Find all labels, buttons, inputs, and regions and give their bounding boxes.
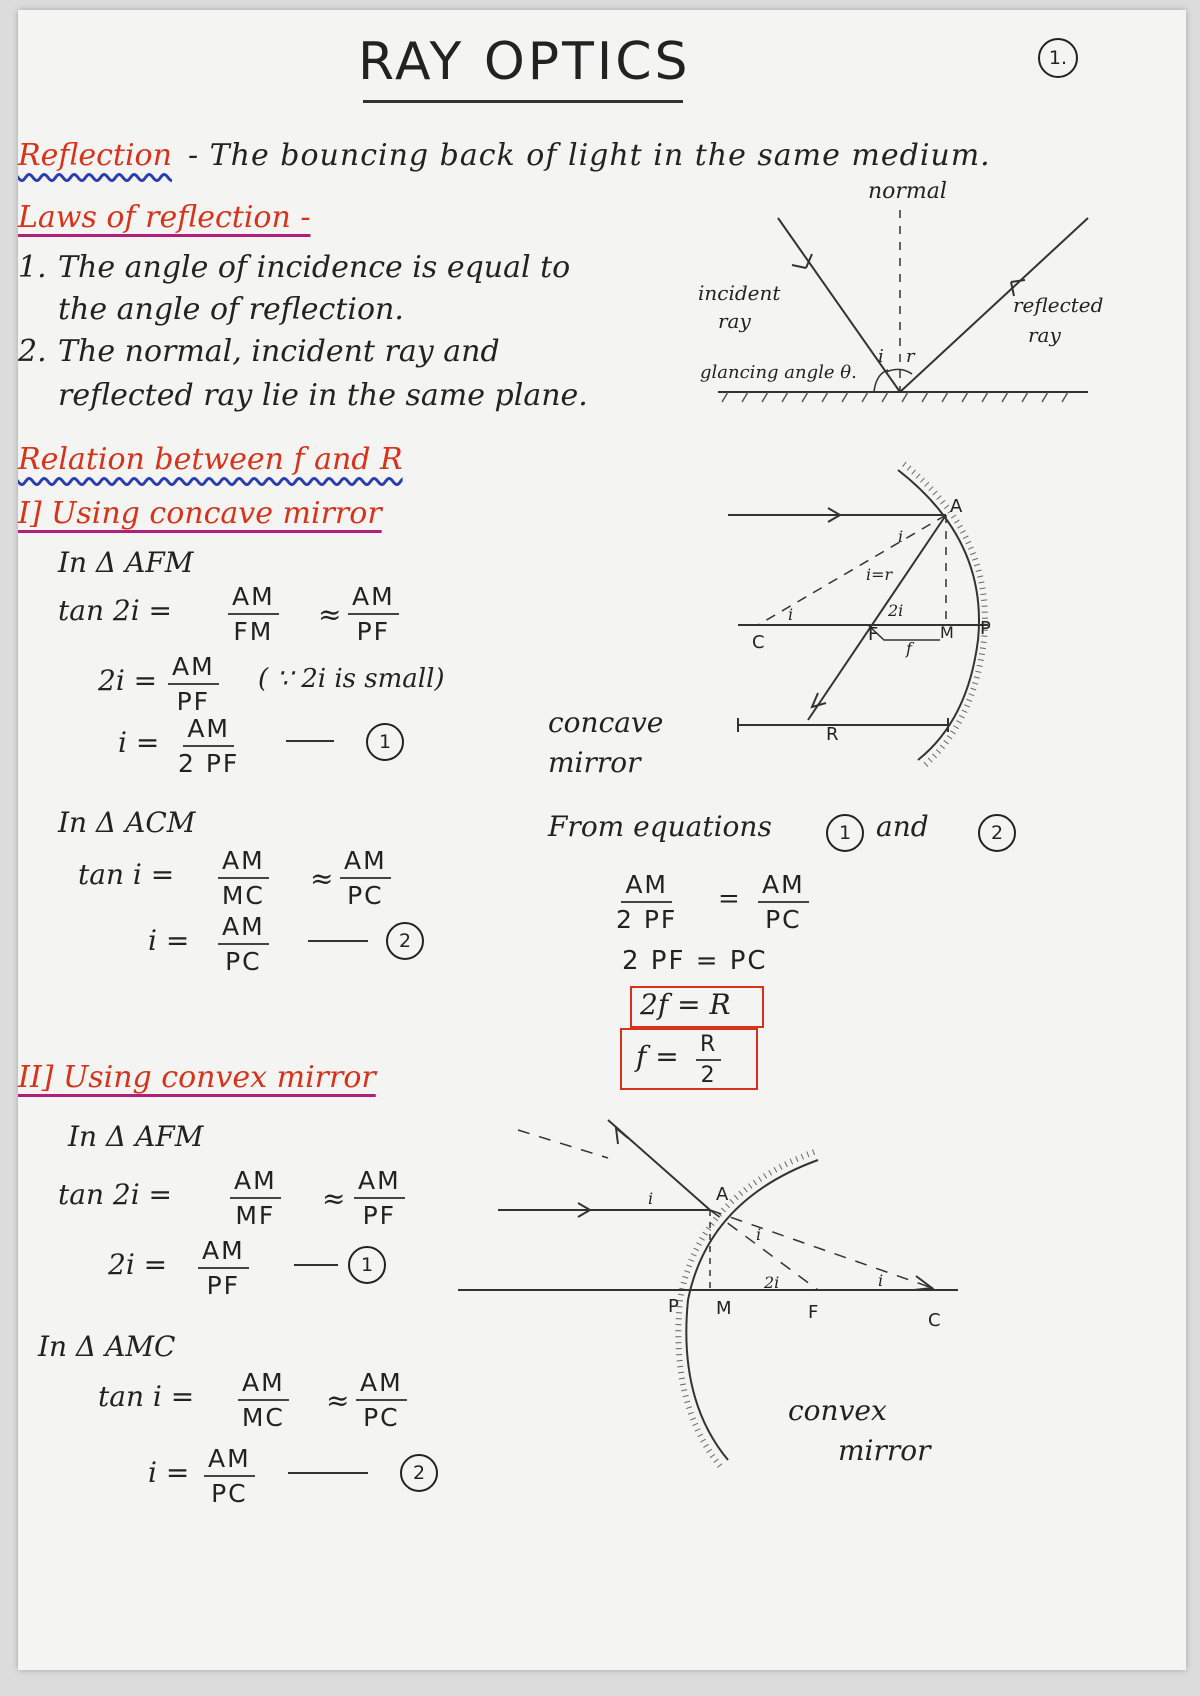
result-2f-r: 2f = R — [640, 988, 731, 1021]
i-eq-concave: i = — [118, 726, 160, 759]
frac-den: 2 — [700, 1063, 717, 1088]
point-p-label: P — [980, 618, 991, 639]
convex-mirror-diagram — [458, 1100, 998, 1480]
angle-i-left-label: i — [648, 1189, 654, 1208]
angle-2i-label: 2i — [888, 601, 904, 620]
result-box-1 — [630, 986, 764, 1028]
frac-den: PC — [211, 1479, 248, 1508]
approx-sign: ≈ — [322, 1182, 346, 1215]
result-box-2 — [620, 1028, 758, 1090]
frac-den: 2 PF — [178, 749, 240, 778]
glancing-angle-label: glancing angle θ. — [700, 362, 857, 383]
frac-num: AM — [230, 1166, 281, 1199]
fraction-am-pc-convex — [356, 1368, 407, 1432]
frac-num: AM — [218, 912, 269, 945]
page-number-text: 1. — [1048, 47, 1068, 69]
equation-dash — [288, 1472, 368, 1474]
frac-num: R — [696, 1032, 721, 1061]
reflection-term: Reflection — [18, 138, 172, 173]
ref-eq-2 — [978, 814, 1016, 852]
fraction-r-over-2 — [696, 1032, 721, 1088]
frac-den: PF — [206, 1271, 241, 1300]
point-c-label: C — [928, 1310, 941, 1331]
tan-i-label-convex: tan i = — [98, 1380, 195, 1413]
angle-r-label: r — [906, 346, 915, 367]
fraction-am-2pf — [178, 714, 239, 778]
fraction-am-pc-result — [758, 870, 809, 934]
fraction-am-pf-convex — [354, 1166, 405, 1230]
frac-den: PC — [765, 905, 802, 934]
point-m-label: M — [716, 1298, 732, 1319]
frac-num: AM — [340, 846, 391, 879]
frac-den: PC — [363, 1403, 400, 1432]
concave-label-2: mirror — [548, 746, 641, 779]
convex-eq-2-marker — [400, 1454, 438, 1492]
reflected-label-1: reflected — [1013, 293, 1104, 317]
convex-eq-1-marker — [348, 1246, 386, 1284]
fraction-am-mc-convex — [238, 1368, 289, 1432]
law-1-number: 1. — [18, 250, 47, 285]
angle-i-label: i — [878, 346, 884, 367]
angle-i-center-label: i — [788, 605, 794, 624]
equation-dash — [294, 1264, 338, 1266]
frac-den: PC — [225, 947, 262, 976]
frac-num: AM — [218, 846, 269, 879]
radius-label: R — [826, 724, 839, 745]
frac-num: AM — [228, 582, 279, 615]
ref-eq-1 — [826, 814, 864, 852]
law-1-line-2: the angle of reflection. — [58, 292, 404, 327]
frac-num: AM — [356, 1368, 407, 1401]
reflection-diagram — [678, 170, 1104, 420]
frac-den: PF — [356, 617, 391, 646]
convex-heading: II] Using convex mirror — [18, 1060, 376, 1095]
two-i-eq-concave: 2i = — [98, 664, 158, 697]
page-number — [1038, 38, 1078, 78]
frac-den: MC — [241, 1403, 285, 1432]
law-2-line-1: The normal, incident ray and — [58, 334, 500, 369]
tan-2i-label-convex: tan 2i = — [58, 1178, 173, 1211]
fraction-am-pc — [340, 846, 391, 910]
i-eq-convex: i = — [148, 1456, 190, 1489]
in-afm-concave: In Δ AFM — [58, 546, 194, 579]
reflected-label-2: ray — [1028, 323, 1061, 347]
frac-num: AM — [198, 1236, 249, 1269]
law-1-line-1: The angle of incidence is equal to — [58, 250, 571, 285]
point-a-label: A — [950, 496, 963, 517]
eq-number: 1 — [360, 1254, 374, 1276]
equation-dash — [286, 740, 334, 742]
eq-number: 1 — [378, 731, 392, 753]
convex-label-1: convex — [788, 1394, 887, 1427]
in-amc: In Δ AMC — [38, 1330, 176, 1363]
relation-heading: Relation between f and R — [18, 442, 403, 477]
eq-number: 1 — [838, 822, 852, 844]
fraction-am-pc-convex-2 — [204, 1444, 255, 1508]
frac-num: AM — [204, 1444, 255, 1477]
tan-2i-label-concave: tan 2i = — [58, 594, 173, 627]
and-text: and — [876, 810, 929, 843]
concave-label-1: concave — [548, 706, 664, 739]
from-equations-text: From equations — [548, 810, 772, 843]
pf-pc-equation: 2 PF = PC — [622, 946, 768, 976]
concave-mirror-diagram — [718, 450, 1038, 770]
eq-number: 2 — [990, 822, 1004, 844]
fraction-am-pf-2 — [168, 652, 219, 716]
fraction-am-fm — [228, 582, 279, 646]
incident-label-1: incident — [698, 281, 781, 305]
frac-num: AM — [354, 1166, 405, 1199]
notebook-page — [18, 10, 1186, 1670]
fraction-am-mc — [218, 846, 269, 910]
eq-number: 2 — [412, 1462, 426, 1484]
approx-sign: ≈ — [310, 862, 334, 895]
two-i-eq-convex: 2i = — [108, 1248, 168, 1281]
fraction-am-2pf-result — [616, 870, 677, 934]
in-acm: In Δ ACM — [58, 806, 196, 839]
equation-dash — [308, 940, 368, 942]
incident-label-2: ray — [718, 309, 751, 333]
point-c-label: C — [752, 632, 765, 653]
frac-den: PF — [362, 1201, 397, 1230]
eq-number: 2 — [398, 930, 412, 952]
approx-sign: ≈ — [326, 1384, 350, 1417]
angle-i-top-label: i — [898, 527, 904, 546]
point-m-label: M — [940, 623, 954, 642]
frac-den: MF — [235, 1201, 276, 1230]
equation-1-marker — [366, 723, 404, 761]
angle-i-r-label: i=r — [866, 565, 893, 584]
title-underline — [363, 100, 683, 103]
law-2-line-2: reflected ray lie in the same plane. — [58, 378, 588, 413]
frac-den: PF — [176, 687, 211, 716]
point-a-label: A — [716, 1184, 729, 1205]
frac-den: MC — [221, 881, 265, 910]
frac-num: AM — [238, 1368, 289, 1401]
point-f-label: F — [868, 624, 879, 645]
equals-sign: = — [718, 884, 740, 914]
frac-num: AM — [621, 870, 672, 903]
angle-i-c-label: i — [878, 1271, 884, 1290]
convex-label-2: mirror — [838, 1434, 931, 1467]
frac-den: PC — [347, 881, 384, 910]
fraction-am-mf — [230, 1166, 281, 1230]
small-angle-note: ( ∵ 2i is small) — [258, 664, 445, 694]
concave-mirror-surface — [898, 470, 979, 760]
laws-heading: Laws of reflection - — [18, 200, 311, 235]
frac-den: 2 PF — [616, 905, 678, 934]
fraction-am-pf — [348, 582, 399, 646]
page-title: RAY OPTICS — [358, 32, 691, 92]
fraction-am-pc-2 — [218, 912, 269, 976]
point-f-label: F — [808, 1302, 819, 1323]
i-eq-concave-2: i = — [148, 924, 190, 957]
focal-length-label: f — [906, 639, 912, 658]
angle-i-right-label: i — [756, 1225, 762, 1244]
approx-sign: ≈ — [318, 598, 342, 631]
frac-den: FM — [233, 617, 274, 646]
frac-num: AM — [348, 582, 399, 615]
point-p-label: P — [668, 1296, 679, 1317]
angle-2i-label: 2i — [764, 1273, 780, 1292]
reflection-definition: - The bouncing back of light in the same medium. — [188, 138, 991, 173]
tan-i-label-concave: tan i = — [78, 858, 175, 891]
concave-heading: I] Using concave mirror — [18, 496, 382, 531]
frac-num: AM — [168, 652, 219, 685]
frac-num: AM — [183, 714, 234, 747]
equation-2-marker — [386, 922, 424, 960]
frac-num: AM — [758, 870, 809, 903]
law-2-number: 2. — [18, 334, 47, 369]
in-afm-convex: In Δ AFM — [68, 1120, 204, 1153]
result-f-eq: f = — [636, 1040, 679, 1073]
normal-label: normal — [868, 179, 947, 204]
fraction-am-pf-convex-2 — [198, 1236, 249, 1300]
